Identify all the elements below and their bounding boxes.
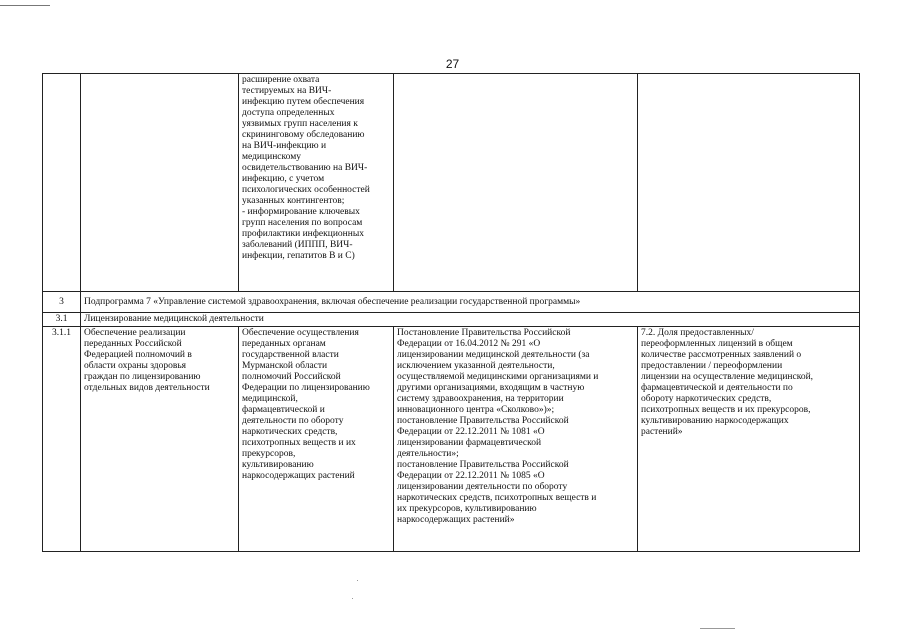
subprogram-title: Подпрограмма 7 «Управление системой здравоохранения, включая обеспечение реализации государственной программы» xyxy=(81,292,860,313)
cell-description: расширение охвата тестируемых на ВИЧ- инфекцию путем обеспечения доступа определенных уязвимых групп населения к скрининговому обследованию на ВИЧ-инфекцию и медицинскому освидетельствованию на ВИЧ- инфекцию, с учетом психологических особенностей указанных контингентов; - информирование ключевых групп населения по вопросам профилактики инфекционных заболеваний (ИППП, ВИЧ- инфекции, гепатитов В и С) xyxy=(239,74,394,292)
cell-legal-basis xyxy=(394,74,638,292)
cell-num: 3 xyxy=(43,292,81,313)
cell-indicator: 7.2. Доля предоставленных/ переоформленных лицензий в общем количестве рассмотренных заявлений о предоставлении / переоформлении лицензии на осуществление медицинской, фармацевтической и деятельности по обороту наркотических средств, психотропных веществ и их прекурсоров, культивированию наркосодержащих растений» xyxy=(638,327,860,552)
cell-event xyxy=(81,74,239,292)
table-row-continuation xyxy=(43,74,860,292)
table-row-subprogram xyxy=(43,292,860,313)
scan-speck xyxy=(352,598,353,599)
section-title: Лицензирование медицинской деятельности xyxy=(81,313,860,327)
cell-num: 3.1.1 xyxy=(43,327,81,552)
scan-edge-mark xyxy=(0,5,50,6)
cell-event: Обеспечение реализации переданных Российской Федерацией полномочий в области охраны здоровья граждан по лицензированию отдельных видов деятельности xyxy=(81,327,239,552)
table-row-item xyxy=(43,327,860,552)
scan-edge-mark xyxy=(700,628,735,629)
cell-indicator xyxy=(638,74,860,292)
scan-speck xyxy=(357,580,358,581)
page-number: 27 xyxy=(445,57,460,71)
cell-num xyxy=(43,74,81,292)
table-row-section xyxy=(43,313,860,327)
cell-description: Обеспечение осуществления переданных органам государственной власти Мурманской области полномочий Российской Федерации по лицензированию медицинской, фармацевтической и деятельности по обороту наркотических средств, психотропных веществ и их прекурсоров, культивированию наркосодержащих растений xyxy=(239,327,394,552)
cell-num: 3.1 xyxy=(43,313,81,327)
cell-legal-basis: Постановление Правительства Российской Федерации от 16.04.2012 № 291 «О лицензировании медицинской деятельности (за исключением указанной деятельности, осуществляемой медицинскими организациями и другими организациями, входящим в частную систему здравоохранения, на территории инновационного центра «Сколково»)»; постановление Правительства Российской Федерации от 22.12.2011 № 1081 «О лицензировании фармацевтической деятельности»; постановление Правительства Российской Федерации от 22.12.2011 № 1085 «О лицензировании деятельности по обороту наркотических средств, психотропных веществ и их прекурсоров, культивированию наркосодержащих растений» xyxy=(394,327,638,552)
program-table xyxy=(42,73,860,552)
